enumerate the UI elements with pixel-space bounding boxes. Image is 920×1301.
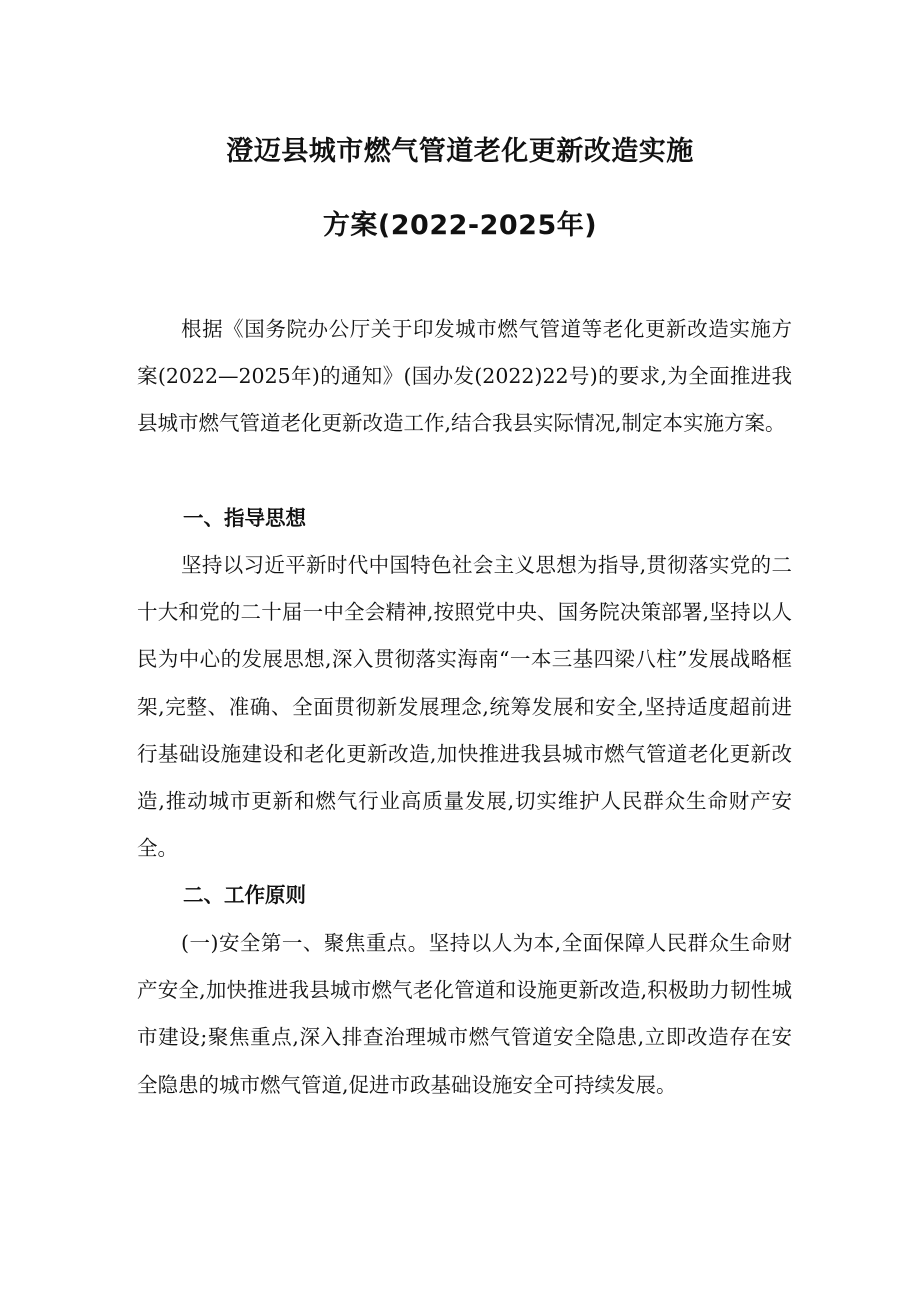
document-title-line-1: 澄迈县城市燃气管道老化更新改造实施 (226, 136, 694, 167)
section-heading-guiding-ideology: 一、指导思想 (183, 506, 306, 530)
section-paragraph-principle-1: (一)安全第一、聚焦重点。坚持以人为本,全面保障人民群众生命财产安全,加快推进我县城市燃气老化管道和设施更新改造,积极助力韧性城市建设;聚焦重点,深入排查治理城市燃气管道安全隐患,立即改造存在安全隐患的城市燃气管道,促进市政基础设施安全可持续发展。 (137, 931, 792, 1097)
section-heading-work-principles: 二、工作原则 (183, 883, 306, 907)
document-title-line-2: 方案(2022-2025年) (322, 210, 598, 241)
intro-paragraph: 根据《国务院办公厅关于印发城市燃气管道等老化更新改造实施方案(2022—2025年)的通知》(国办发(2022)22号)的要求,为全面推进我县城市燃气管道老化更新改造工作,结合我县实际情况,制定本实施方案。 (137, 317, 792, 436)
section-paragraph-guiding-ideology: 坚持以习近平新时代中国特色社会主义思想为指导,贯彻落实党的二十大和党的二十届一中全会精神,按照党中央、国务院决策部署,坚持以人民为中心的发展思想,深入贯彻落实海南“一本三基四梁八柱”发展战略框架,完整、准确、全面贯彻新发展理念,统筹发展和安全,坚持适度超前进行基础设施建设和老化更新改造,加快推进我县城市燃气管道老化更新改造,推动城市更新和燃气行业高质量发展,切实维护人民群众生命财产安全。 (137, 553, 792, 861)
